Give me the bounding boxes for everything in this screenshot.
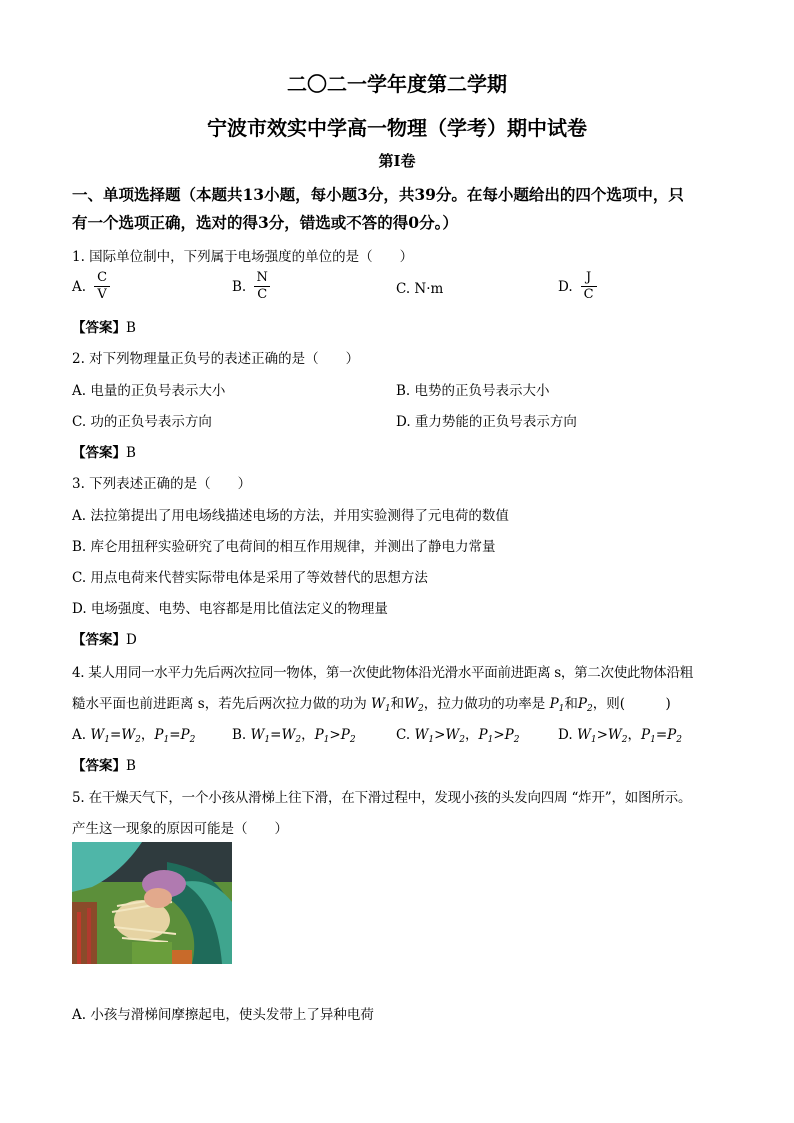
question-4-stem-line1: 4. 某人用同一水平力先后两次拉同一物体，第一次使此物体沿光滑水平面前进距离 s，第二次使此物体沿粗	[72, 665, 693, 681]
answer-value: D	[126, 632, 137, 648]
q2-option-b: B. 电势的正负号表示大小	[396, 383, 550, 399]
option-label: B.	[232, 727, 247, 743]
q2-option-c: C. 功的正负号表示方向	[72, 414, 212, 430]
fraction	[254, 270, 270, 303]
option-label: D.	[558, 278, 573, 295]
q3-option-a: A. 法拉第提出了用电场线描述电场的方法，并用实验测得了元电荷的数值	[72, 508, 509, 524]
volume-label: 第Ⅰ卷	[378, 152, 416, 170]
conjunction: 和	[564, 696, 578, 712]
option-label: A.	[72, 278, 87, 295]
w1-symbol: $W_1$	[371, 696, 391, 714]
option-label: B.	[232, 278, 247, 295]
q1-answer	[72, 316, 136, 336]
exam-title-term: 二〇二一学年度第二学期	[287, 72, 507, 96]
question-2-stem: 2. 对下列物理量正负号的表述正确的是（ ）	[72, 351, 360, 367]
numerator: N	[256, 270, 268, 285]
q2-answer	[72, 441, 136, 461]
option-label: C.	[396, 727, 411, 743]
q1-option-d	[558, 270, 597, 303]
section-heading-line1: 一、单项选择题（本题共13小题，每小题3分，共39分。在每小题给出的四个选项中，只	[72, 185, 684, 204]
q4-option-c: C. $W_1>W_2$，$P_1>P_2$	[396, 727, 520, 745]
answer-value: B	[126, 445, 136, 461]
q3-option-d: D. 电场强度、电势、电容都是用比值法定义的物理量	[72, 601, 388, 617]
q2-option-a: A. 电量的正负号表示大小	[72, 383, 226, 399]
exam-title-main: 宁波市效实中学高一物理（学考）期中试卷	[207, 116, 587, 140]
answer-prefix: 【答案】	[72, 320, 126, 336]
q3-answer	[72, 628, 137, 648]
denominator: V	[97, 287, 107, 302]
question-5-stem-line1: 5. 在干燥天气下，一个小孩从滑梯上往下滑，在下滑过程中，发现小孩的头发向四周 “炸开”，如图所示。	[72, 790, 692, 806]
stem-text: 糙水平面也前进距离 s，若先后两次拉力做的功为	[72, 696, 372, 712]
q4-answer	[72, 754, 136, 774]
q1-option-c: C. N·m	[396, 281, 444, 297]
p1-symbol: $P_1$	[549, 696, 565, 714]
denominator: C	[257, 287, 268, 302]
fraction	[581, 270, 597, 303]
stem-text: ，拉力做功的功率是	[423, 696, 550, 712]
q4-option-a: A. $W_1=W_2$，$P_1=P_2$	[72, 727, 196, 745]
q3-option-c: C. 用点电荷来代替实际带电体是采用了等效替代的思想方法	[72, 570, 428, 586]
question-1-stem: 1. 国际单位制中，下列属于电场强度的单位的是（ ）	[72, 249, 414, 265]
answer-prefix: 【答案】	[72, 632, 126, 648]
q2-option-d: D. 重力势能的正负号表示方向	[396, 414, 577, 430]
photo-illustration	[72, 842, 232, 964]
q4-option-d: D. $W_1>W_2$，$P_1=P_2$	[558, 727, 682, 745]
q1-option-b	[232, 270, 270, 303]
slide-child-photo	[72, 842, 232, 964]
question-4-stem-line2	[72, 692, 671, 714]
option-label: D.	[558, 727, 573, 743]
numerator: J	[586, 270, 592, 285]
answer-value: B	[126, 320, 136, 336]
q3-option-b: B. 库仑用扭秤实验研究了电荷间的相互作用规律，并测出了静电力常量	[72, 539, 496, 555]
section-heading-line2: 有一个选项正确，选对的得3分，错选或不答的得0分。）	[72, 213, 458, 232]
denominator: C	[583, 287, 594, 302]
numerator: C	[97, 270, 108, 285]
q5-option-a: A. 小孩与滑梯间摩擦起电，使头发带上了异种电荷	[72, 1007, 374, 1023]
answer-value: B	[126, 758, 136, 774]
question-5-stem-line2: 产生这一现象的原因可能是（ ）	[72, 821, 288, 837]
answer-prefix: 【答案】	[72, 445, 126, 461]
conjunction: 和	[390, 696, 405, 712]
q1-option-a	[72, 270, 110, 303]
stem-text: ，则( )	[592, 696, 671, 712]
p2-symbol: $P_2$	[577, 696, 593, 714]
question-3-stem: 3. 下列表述正确的是（ ）	[72, 476, 252, 492]
answer-prefix: 【答案】	[72, 758, 126, 774]
q4-option-b: B. $W_1=W_2$，$P_1>P_2$	[232, 727, 356, 745]
w2-symbol: $W_2$	[404, 696, 424, 714]
option-label: A.	[72, 727, 87, 743]
fraction	[94, 270, 110, 303]
